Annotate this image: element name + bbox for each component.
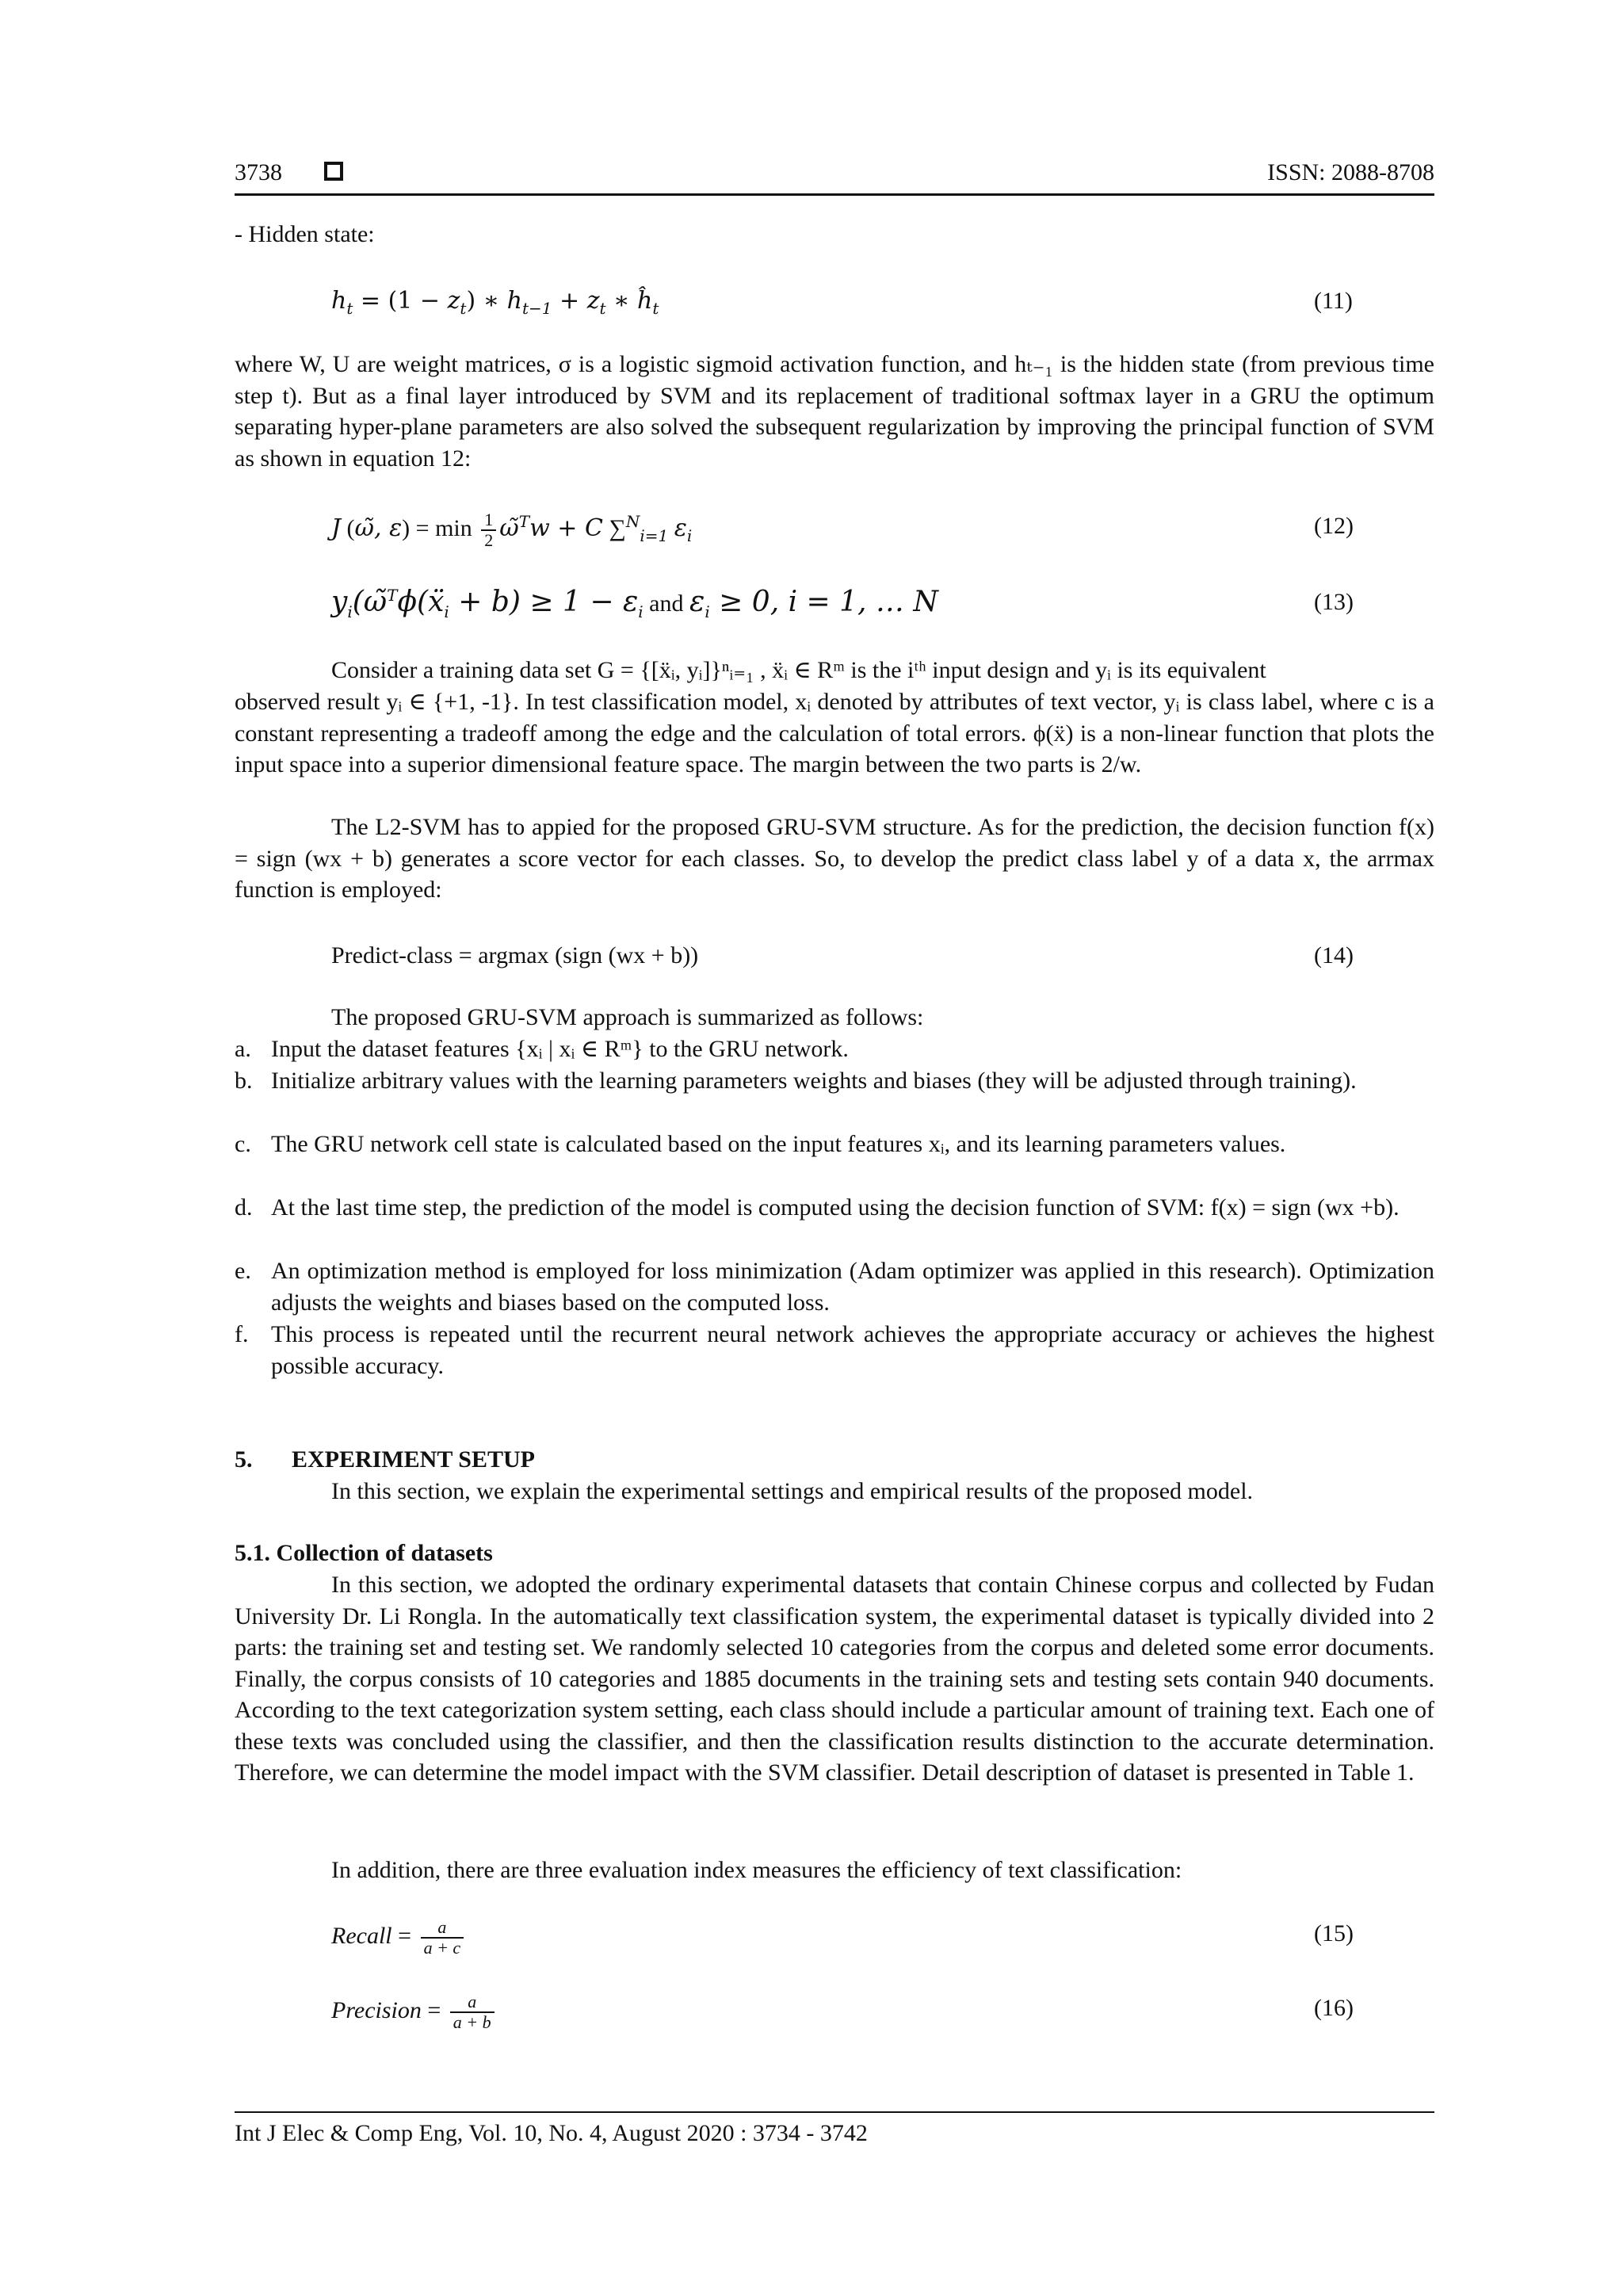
checkbox-square-icon <box>324 162 343 181</box>
list-item-text: This process is repeated until the recurrent neural network achieves the appropriate accuracy or achieves the highest possible accuracy. <box>271 1321 1434 1379</box>
list-item <box>235 1033 1434 1065</box>
section-5-1-paragraph-2: In addition, there are three evaluation index measures the efficiency of text classification: <box>331 1857 1182 1883</box>
equation-11-body: $h_t = (1 - z_t)$ ∗ $h_{t-1} + z_t$ ∗ $ĥ_t$ <box>331 287 659 318</box>
equation-16-body: Precision = $\frac{a}{a + b}$ <box>331 1992 498 2032</box>
list-item <box>235 1255 1434 1319</box>
list-item-text: Initialize arbitrary values with the learning parameters weights and biases (they will be adjusted through training). <box>271 1068 1357 1094</box>
equation-16 <box>331 1992 1434 2040</box>
list-item-label: d. <box>235 1194 253 1221</box>
page-header <box>235 157 1434 192</box>
list-item-label: a. <box>235 1036 251 1062</box>
equation-14-number: (14) <box>1314 942 1354 968</box>
equation-13-number: (13) <box>1314 589 1354 615</box>
section-5-1-title: 5.1. Collection of datasets <box>235 1540 493 1566</box>
equation-15-body: Recall = $\frac{a}{a + c}$ <box>331 1918 467 1958</box>
equation-15-numerator: a <box>421 1918 464 1939</box>
equation-11-number: (11) <box>1314 288 1353 314</box>
summary-intro: The proposed GRU-SVM approach is summarized as follows: <box>331 1004 924 1030</box>
equation-12 <box>331 510 1434 550</box>
equation-12-number: (12) <box>1314 513 1354 539</box>
list-item <box>235 1065 1434 1129</box>
list-item-label: c. <box>235 1131 251 1157</box>
equation-12-body: J (ω̃, ε) = min $\frac{1}{2}$ ω̃$^T$w + C ∑$^N_{i=1}$ $\varepsilon_i$ <box>331 510 693 550</box>
list-item-text: At the last time step, the prediction of the model is computed using the decision function of SVM: f(x) = sign (wx +b). <box>271 1194 1400 1221</box>
paragraph-l2svm: The L2-SVM has to appied for the proposed GRU-SVM structure. As for the prediction, the decision function f(x) = sign (wx + b) generates a score vector for each classes. So, to develop the predict class label y of a data x, the arrmax function is employed: <box>235 814 1434 903</box>
equation-14-body: Predict-class = argmax (sign (wx + b)) <box>331 942 699 968</box>
paragraph-after-eq11: where W, U are weight matrices, σ is a logistic sigmoid activation function, and hₜ₋₁ is the hidden state (from previous time step t). But as a final layer introduced by SVM and its replacement of traditional softmax layer in a GRU the optimum separating hyper-plane parameters are also solved the subsequent regularization by improving the principal function of SVM as shown in equation 12: <box>235 351 1434 472</box>
footer-citation: Int J Elec & Comp Eng, Vol. 10, No. 4, August 2020 : 3734 - 3742 <box>235 2120 868 2146</box>
page-number: 3738 <box>235 159 282 185</box>
list-item-label: f. <box>235 1321 249 1347</box>
list-item-label: b. <box>235 1068 253 1094</box>
paragraph-training-first-line: Consider a training data set G = {[ẍᵢ, yᵢ]}ⁿᵢ₌₁ , ẍᵢ ∈ Rᵐ is the iᵗʰ input design and yᵢ is its equivalent <box>331 657 1266 683</box>
equation-15 <box>331 1918 1434 1966</box>
paragraph-training: observed result yᵢ ∈ {+1, -1}. In test classification model, xᵢ denoted by attributes of text vector, yᵢ is class label, where c is a constant representing a tradeoff among the edge and the calculation of total errors. ϕ(ẍ) is a non-linear function that plots the input space into a superior dimensional feature space. The margin between the two parts is 2/w. <box>235 689 1434 777</box>
hidden-state-label: - Hidden state: <box>235 221 375 247</box>
list-item <box>235 1129 1434 1192</box>
list-item-label: e. <box>235 1258 251 1284</box>
issn: ISSN: 2088-8708 <box>1267 159 1434 185</box>
list-item-text: An optimization method is employed for loss minimization (Adam optimizer was applied in this research). Optimization adjusts the weights and biases based on the computed loss. <box>271 1258 1434 1316</box>
equation-14 <box>331 940 1434 975</box>
footer-rule <box>235 2111 1434 2113</box>
equation-15-denominator: a + c <box>423 1938 461 1958</box>
equation-16-denominator: a + b <box>453 2012 491 2032</box>
list-item-text: Input the dataset features {xᵢ | xᵢ ∈ Rᵐ} to the GRU network. <box>271 1036 849 1062</box>
section-5-1-paragraph: In this section, we adopted the ordinary experimental datasets that contain Chinese corpus and collected by Fudan University Dr. Li Rongla. In the automatically text classification system, the experimental dataset is typically divided into 2 parts: the training set and testing set. We randomly selected 10 categories from the corpus and deleted some error documents. Finally, the corpus consists of 10 categories and 1885 documents in the training sets and testing sets contain 940 documents. According to the text categorization system setting, each class should include a particular amount of training text. Each one of these texts was concluded using the classifier, and then the classification results distinction to the accurate determination. Therefore, we can determine the model impact with the SVM classifier. Detail description of dataset is presented in Table 1. <box>235 1572 1434 1786</box>
equation-15-label: Recall <box>331 1922 392 1949</box>
section-5-number: 5. <box>235 1446 253 1473</box>
equation-13-and: and <box>649 590 684 617</box>
equation-11 <box>331 285 1434 320</box>
equation-16-numerator: a <box>450 1992 495 2013</box>
equation-13 <box>331 586 1434 621</box>
equation-15-number: (15) <box>1314 1920 1354 1946</box>
section-5-title: EXPERIMENT SETUP <box>292 1446 536 1473</box>
list-item <box>235 1319 1434 1382</box>
header-rule <box>235 193 1434 196</box>
equation-16-label: Precision <box>331 1996 422 2023</box>
section-5-intro: In this section, we explain the experimental settings and empirical results of the proposed model. <box>331 1478 1254 1504</box>
equation-16-number: (16) <box>1314 1995 1354 2021</box>
equation-13-body: $y_i(\omegã^T\phi(ẍ_i + b) \ge 1 - \varepsilon_i$ and $\varepsilon_i \ge 0$, i = 1, … N <box>331 586 938 622</box>
list-item <box>235 1192 1434 1255</box>
list-item-text: The GRU network cell state is calculated based on the input features xᵢ, and its learning parameters values. <box>271 1131 1286 1157</box>
